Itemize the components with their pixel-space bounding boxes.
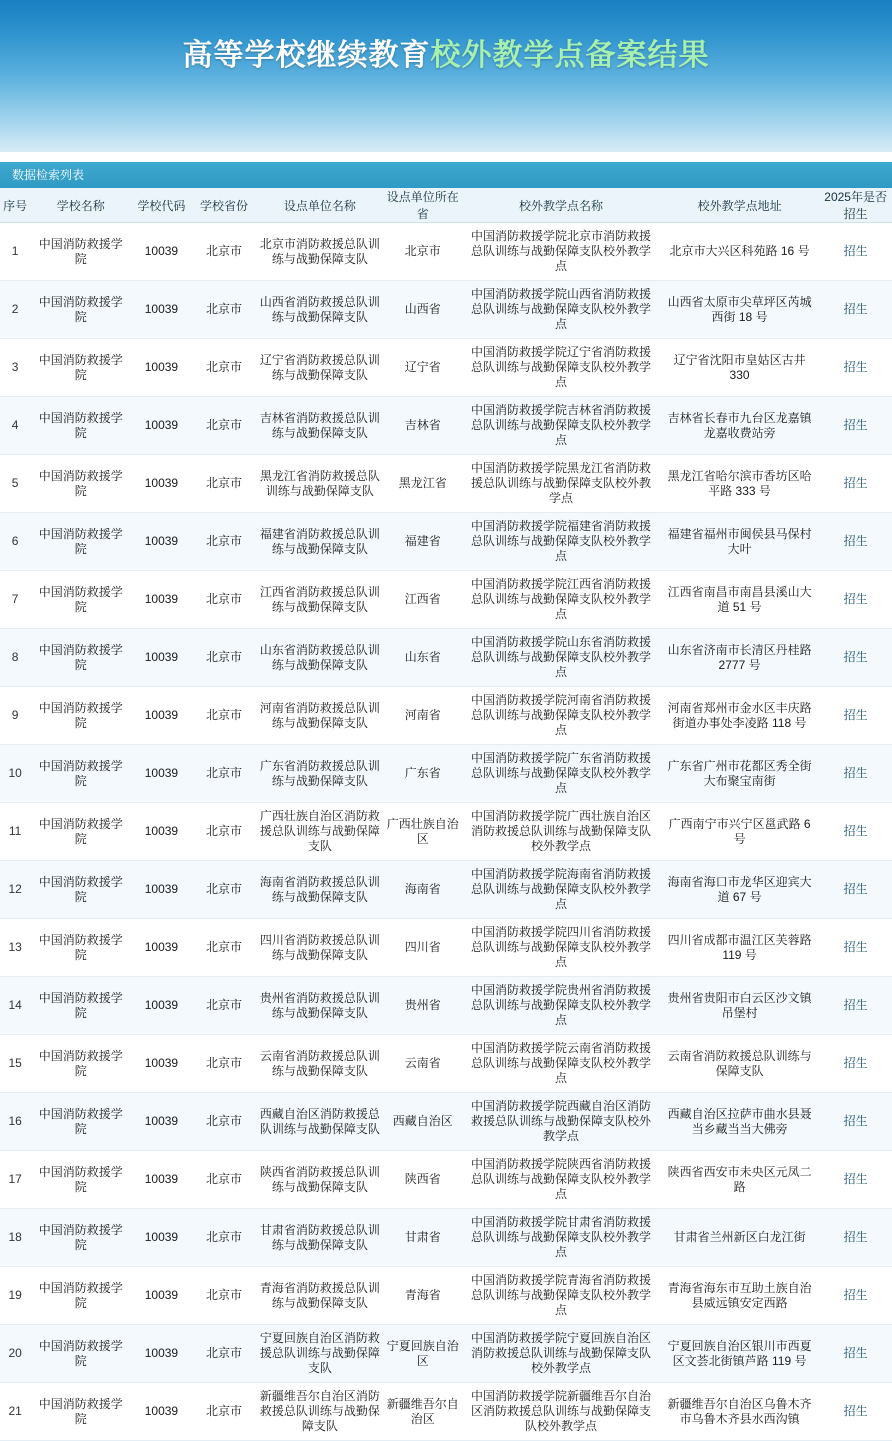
cell-enrollment: 招生 bbox=[819, 513, 892, 571]
cell-enrollment: 招生 bbox=[819, 1267, 892, 1325]
cell-site-name: 中国消防救援学院四川省消防救援总队训练与战勤保障支队校外教学点 bbox=[462, 919, 660, 977]
cell-school-province: 北京市 bbox=[192, 571, 257, 629]
table-row[interactable] bbox=[0, 1325, 892, 1383]
cell-unit-province: 江西省 bbox=[383, 571, 462, 629]
cell-school-province: 北京市 bbox=[192, 1325, 257, 1383]
cell-unit-province: 宁夏回族自治区 bbox=[383, 1325, 462, 1383]
cell-school-province: 北京市 bbox=[192, 1267, 257, 1325]
cell-site-address: 甘肃省兰州新区白龙江街 bbox=[660, 1209, 819, 1267]
cell-school-name: 中国消防救援学院 bbox=[30, 745, 131, 803]
table-body bbox=[0, 223, 892, 1441]
cell-unit-name: 海南省消防救援总队训练与战勤保障支队 bbox=[256, 861, 383, 919]
cell-school-code: 10039 bbox=[131, 339, 192, 397]
cell-site-name: 中国消防救援学院山东省消防救援总队训练与战勤保障支队校外教学点 bbox=[462, 629, 660, 687]
cell-school-code: 10039 bbox=[131, 281, 192, 339]
table-row[interactable] bbox=[0, 919, 892, 977]
cell-unit-name: 吉林省消防救援总队训练与战勤保障支队 bbox=[256, 397, 383, 455]
cell-unit-province: 山东省 bbox=[383, 629, 462, 687]
column-header-unit-province: 设点单位所在省 bbox=[383, 188, 462, 223]
cell-unit-name: 贵州省消防救援总队训练与战勤保障支队 bbox=[256, 977, 383, 1035]
cell-school-name: 中国消防救援学院 bbox=[30, 455, 131, 513]
cell-site-name: 中国消防救援学院西藏自治区消防救援总队训练与战勤保障支队校外教学点 bbox=[462, 1093, 660, 1151]
cell-site-address: 西藏自治区拉萨市曲水县聂当乡藏当当大佛旁 bbox=[660, 1093, 819, 1151]
cell-index: 13 bbox=[0, 919, 30, 977]
cell-school-province: 北京市 bbox=[192, 513, 257, 571]
cell-site-name: 中国消防救援学院陕西省消防救援总队训练与战勤保障支队校外教学点 bbox=[462, 1151, 660, 1209]
cell-school-code: 10039 bbox=[131, 861, 192, 919]
cell-unit-name: 黑龙江省消防救援总队训练与战勤保障支队 bbox=[256, 455, 383, 513]
cell-unit-name: 广西壮族自治区消防救援总队训练与战勤保障支队 bbox=[256, 803, 383, 861]
cell-site-address: 广东省广州市花都区秀全街大布聚宝南街 bbox=[660, 745, 819, 803]
cell-school-province: 北京市 bbox=[192, 1383, 257, 1441]
cell-unit-name: 山东省消防救援总队训练与战勤保障支队 bbox=[256, 629, 383, 687]
cell-school-name: 中国消防救援学院 bbox=[30, 513, 131, 571]
cell-site-name: 中国消防救援学院甘肃省消防救援总队训练与战勤保障支队校外教学点 bbox=[462, 1209, 660, 1267]
cell-site-address: 北京市大兴区科苑路 16 号 bbox=[660, 223, 819, 281]
cell-school-name: 中国消防救援学院 bbox=[30, 281, 131, 339]
cell-school-code: 10039 bbox=[131, 629, 192, 687]
cell-unit-name: 陕西省消防救援总队训练与战勤保障支队 bbox=[256, 1151, 383, 1209]
table-row[interactable] bbox=[0, 281, 892, 339]
cell-unit-name: 甘肃省消防救援总队训练与战勤保障支队 bbox=[256, 1209, 383, 1267]
cell-site-address: 贵州省贵阳市白云区沙文镇吊堡村 bbox=[660, 977, 819, 1035]
cell-index: 8 bbox=[0, 629, 30, 687]
cell-school-code: 10039 bbox=[131, 977, 192, 1035]
cell-site-name: 中国消防救援学院吉林省消防救援总队训练与战勤保障支队校外教学点 bbox=[462, 397, 660, 455]
cell-enrollment: 招生 bbox=[819, 687, 892, 745]
cell-unit-province: 河南省 bbox=[383, 687, 462, 745]
cell-unit-province: 青海省 bbox=[383, 1267, 462, 1325]
cell-site-address: 四川省成都市温江区芙蓉路 119 号 bbox=[660, 919, 819, 977]
cell-index: 17 bbox=[0, 1151, 30, 1209]
section-header: 数据检索列表 bbox=[0, 162, 892, 188]
table-row[interactable] bbox=[0, 223, 892, 281]
cell-unit-province: 北京市 bbox=[383, 223, 462, 281]
cell-school-province: 北京市 bbox=[192, 223, 257, 281]
cell-school-name: 中国消防救援学院 bbox=[30, 1035, 131, 1093]
cell-enrollment: 招生 bbox=[819, 977, 892, 1035]
cell-school-province: 北京市 bbox=[192, 1151, 257, 1209]
cell-school-name: 中国消防救援学院 bbox=[30, 571, 131, 629]
cell-site-address: 吉林省长春市九台区龙嘉镇龙嘉收费站旁 bbox=[660, 397, 819, 455]
cell-unit-name: 广东省消防救援总队训练与战勤保障支队 bbox=[256, 745, 383, 803]
cell-enrollment: 招生 bbox=[819, 1325, 892, 1383]
column-header-unit-name: 设点单位名称 bbox=[256, 188, 383, 223]
cell-school-province: 北京市 bbox=[192, 281, 257, 339]
cell-school-name: 中国消防救援学院 bbox=[30, 919, 131, 977]
cell-school-province: 北京市 bbox=[192, 919, 257, 977]
table-header bbox=[0, 188, 892, 223]
cell-site-address: 广西南宁市兴宁区邕武路 6 号 bbox=[660, 803, 819, 861]
cell-unit-name: 北京市消防救援总队训练与战勤保障支队 bbox=[256, 223, 383, 281]
cell-unit-name: 辽宁省消防救援总队训练与战勤保障支队 bbox=[256, 339, 383, 397]
cell-enrollment: 招生 bbox=[819, 1209, 892, 1267]
cell-site-name: 中国消防救援学院黑龙江省消防救援总队训练与战勤保障支队校外教学点 bbox=[462, 455, 660, 513]
cell-enrollment: 招生 bbox=[819, 397, 892, 455]
cell-unit-province: 福建省 bbox=[383, 513, 462, 571]
cell-school-code: 10039 bbox=[131, 1267, 192, 1325]
cell-unit-name: 江西省消防救援总队训练与战勤保障支队 bbox=[256, 571, 383, 629]
cell-school-province: 北京市 bbox=[192, 745, 257, 803]
cell-school-province: 北京市 bbox=[192, 1035, 257, 1093]
cell-school-name: 中国消防救援学院 bbox=[30, 1383, 131, 1441]
table-row[interactable] bbox=[0, 629, 892, 687]
cell-school-name: 中国消防救援学院 bbox=[30, 803, 131, 861]
column-header-enrollment: 2025年是否招生 bbox=[819, 188, 892, 223]
cell-school-name: 中国消防救援学院 bbox=[30, 223, 131, 281]
results-table bbox=[0, 188, 892, 1441]
cell-site-address: 云南省消防救援总队训练与保障支队 bbox=[660, 1035, 819, 1093]
cell-school-code: 10039 bbox=[131, 1383, 192, 1441]
cell-unit-name: 西藏自治区消防救援总队训练与战勤保障支队 bbox=[256, 1093, 383, 1151]
cell-school-name: 中国消防救援学院 bbox=[30, 1093, 131, 1151]
table-row[interactable] bbox=[0, 687, 892, 745]
cell-site-name: 中国消防救援学院山西省消防救援总队训练与战勤保障支队校外教学点 bbox=[462, 281, 660, 339]
page-title-highlight: 校外教学点备案结果 bbox=[430, 39, 710, 72]
cell-index: 11 bbox=[0, 803, 30, 861]
cell-unit-province: 甘肃省 bbox=[383, 1209, 462, 1267]
cell-school-code: 10039 bbox=[131, 687, 192, 745]
cell-index: 20 bbox=[0, 1325, 30, 1383]
cell-index: 9 bbox=[0, 687, 30, 745]
cell-school-code: 10039 bbox=[131, 745, 192, 803]
table-row[interactable] bbox=[0, 1209, 892, 1267]
cell-site-address: 福建省福州市闽侯县马保村大叶 bbox=[660, 513, 819, 571]
cell-school-code: 10039 bbox=[131, 1093, 192, 1151]
column-header-site-address: 校外教学点地址 bbox=[660, 188, 819, 223]
cell-enrollment: 招生 bbox=[819, 339, 892, 397]
cell-school-name: 中国消防救援学院 bbox=[30, 861, 131, 919]
cell-site-name: 中国消防救援学院新疆维吾尔自治区消防救援总队训练与战勤保障支队校外教学点 bbox=[462, 1383, 660, 1441]
cell-unit-province: 贵州省 bbox=[383, 977, 462, 1035]
cell-enrollment: 招生 bbox=[819, 629, 892, 687]
cell-unit-province: 海南省 bbox=[383, 861, 462, 919]
cell-enrollment: 招生 bbox=[819, 1093, 892, 1151]
cell-unit-name: 新疆维吾尔自治区消防救援总队训练与战勤保障支队 bbox=[256, 1383, 383, 1441]
cell-index: 2 bbox=[0, 281, 30, 339]
cell-school-code: 10039 bbox=[131, 397, 192, 455]
cell-school-name: 中国消防救援学院 bbox=[30, 339, 131, 397]
cell-unit-name: 云南省消防救援总队训练与战勤保障支队 bbox=[256, 1035, 383, 1093]
cell-unit-province: 广东省 bbox=[383, 745, 462, 803]
cell-index: 12 bbox=[0, 861, 30, 919]
cell-site-name: 中国消防救援学院广东省消防救援总队训练与战勤保障支队校外教学点 bbox=[462, 745, 660, 803]
table-row[interactable] bbox=[0, 1151, 892, 1209]
column-header-school-code: 学校代码 bbox=[131, 188, 192, 223]
cell-school-name: 中国消防救援学院 bbox=[30, 629, 131, 687]
cell-index: 1 bbox=[0, 223, 30, 281]
table-row[interactable] bbox=[0, 1383, 892, 1441]
page-banner bbox=[0, 0, 892, 152]
cell-enrollment: 招生 bbox=[819, 1035, 892, 1093]
table-row[interactable] bbox=[0, 745, 892, 803]
cell-school-name: 中国消防救援学院 bbox=[30, 1209, 131, 1267]
table-row[interactable] bbox=[0, 803, 892, 861]
cell-school-province: 北京市 bbox=[192, 339, 257, 397]
column-header-school-province: 学校省份 bbox=[192, 188, 257, 223]
cell-school-code: 10039 bbox=[131, 513, 192, 571]
table-row[interactable] bbox=[0, 455, 892, 513]
cell-unit-name: 山西省消防救援总队训练与战勤保障支队 bbox=[256, 281, 383, 339]
cell-unit-name: 青海省消防救援总队训练与战勤保障支队 bbox=[256, 1267, 383, 1325]
cell-index: 7 bbox=[0, 571, 30, 629]
page-title bbox=[0, 30, 892, 74]
cell-unit-name: 宁夏回族自治区消防救援总队训练与战勤保障支队 bbox=[256, 1325, 383, 1383]
cell-enrollment: 招生 bbox=[819, 1151, 892, 1209]
cell-site-address: 宁夏回族自治区银川市西夏区文荟北街镇芦路 119 号 bbox=[660, 1325, 819, 1383]
cell-site-address: 江西省南昌市南昌县溪山大道 51 号 bbox=[660, 571, 819, 629]
table-row[interactable] bbox=[0, 397, 892, 455]
cell-school-code: 10039 bbox=[131, 1325, 192, 1383]
cell-school-code: 10039 bbox=[131, 223, 192, 281]
table-row[interactable] bbox=[0, 1035, 892, 1093]
cell-enrollment: 招生 bbox=[819, 861, 892, 919]
cell-unit-province: 辽宁省 bbox=[383, 339, 462, 397]
cell-unit-province: 黑龙江省 bbox=[383, 455, 462, 513]
cell-school-province: 北京市 bbox=[192, 977, 257, 1035]
cell-enrollment: 招生 bbox=[819, 919, 892, 977]
cell-school-code: 10039 bbox=[131, 919, 192, 977]
cell-index: 3 bbox=[0, 339, 30, 397]
cell-index: 6 bbox=[0, 513, 30, 571]
cell-school-name: 中国消防救援学院 bbox=[30, 1151, 131, 1209]
cell-unit-province: 四川省 bbox=[383, 919, 462, 977]
cell-index: 4 bbox=[0, 397, 30, 455]
cell-site-name: 中国消防救援学院广西壮族自治区消防救援总队训练与战勤保障支队校外教学点 bbox=[462, 803, 660, 861]
cell-enrollment: 招生 bbox=[819, 455, 892, 513]
table-row[interactable] bbox=[0, 513, 892, 571]
cell-unit-province: 吉林省 bbox=[383, 397, 462, 455]
cell-unit-name: 福建省消防救援总队训练与战勤保障支队 bbox=[256, 513, 383, 571]
cell-school-province: 北京市 bbox=[192, 1209, 257, 1267]
cell-school-name: 中国消防救援学院 bbox=[30, 977, 131, 1035]
cell-site-address: 山西省太原市尖草坪区芮城西街 18 号 bbox=[660, 281, 819, 339]
cell-unit-name: 四川省消防救援总队训练与战勤保障支队 bbox=[256, 919, 383, 977]
cell-site-address: 山东省济南市长清区丹桂路 2777 号 bbox=[660, 629, 819, 687]
cell-school-province: 北京市 bbox=[192, 397, 257, 455]
cell-unit-name: 河南省消防救援总队训练与战勤保障支队 bbox=[256, 687, 383, 745]
cell-school-province: 北京市 bbox=[192, 861, 257, 919]
cell-enrollment: 招生 bbox=[819, 281, 892, 339]
cell-school-province: 北京市 bbox=[192, 803, 257, 861]
cell-school-code: 10039 bbox=[131, 1035, 192, 1093]
column-header-site-name: 校外教学点名称 bbox=[462, 188, 660, 223]
cell-enrollment: 招生 bbox=[819, 803, 892, 861]
cell-school-name: 中国消防救援学院 bbox=[30, 1325, 131, 1383]
cell-site-name: 中国消防救援学院河南省消防救援总队训练与战勤保障支队校外教学点 bbox=[462, 687, 660, 745]
cell-site-address: 辽宁省沈阳市皇姑区古井 330 bbox=[660, 339, 819, 397]
cell-enrollment: 招生 bbox=[819, 745, 892, 803]
cell-school-code: 10039 bbox=[131, 1209, 192, 1267]
cell-school-name: 中国消防救援学院 bbox=[30, 397, 131, 455]
cell-site-name: 中国消防救援学院辽宁省消防救援总队训练与战勤保障支队校外教学点 bbox=[462, 339, 660, 397]
cell-site-address: 海南省海口市龙华区迎宾大道 67 号 bbox=[660, 861, 819, 919]
cell-index: 21 bbox=[0, 1383, 30, 1441]
cell-site-name: 中国消防救援学院青海省消防救援总队训练与战勤保障支队校外教学点 bbox=[462, 1267, 660, 1325]
cell-site-name: 中国消防救援学院贵州省消防救援总队训练与战勤保障支队校外教学点 bbox=[462, 977, 660, 1035]
column-header-school-name: 学校名称 bbox=[30, 188, 131, 223]
cell-enrollment: 招生 bbox=[819, 571, 892, 629]
cell-unit-province: 陕西省 bbox=[383, 1151, 462, 1209]
table-row[interactable] bbox=[0, 861, 892, 919]
cell-site-name: 中国消防救援学院海南省消防救援总队训练与战勤保障支队校外教学点 bbox=[462, 861, 660, 919]
cell-index: 18 bbox=[0, 1209, 30, 1267]
cell-school-name: 中国消防救援学院 bbox=[30, 687, 131, 745]
cell-site-address: 陕西省西安市未央区元凤二路 bbox=[660, 1151, 819, 1209]
cell-site-address: 河南省郑州市金水区丰庆路街道办事处李凌路 118 号 bbox=[660, 687, 819, 745]
table-row[interactable] bbox=[0, 339, 892, 397]
cell-unit-province: 新疆维吾尔自治区 bbox=[383, 1383, 462, 1441]
cell-unit-province: 西藏自治区 bbox=[383, 1093, 462, 1151]
table-header-row bbox=[0, 188, 892, 223]
cell-enrollment: 招生 bbox=[819, 1383, 892, 1441]
table-row[interactable] bbox=[0, 571, 892, 629]
table-row[interactable] bbox=[0, 1267, 892, 1325]
cell-unit-province: 广西壮族自治区 bbox=[383, 803, 462, 861]
table-row[interactable] bbox=[0, 977, 892, 1035]
cell-school-province: 北京市 bbox=[192, 1093, 257, 1151]
cell-site-name: 中国消防救援学院福建省消防救援总队训练与战勤保障支队校外教学点 bbox=[462, 513, 660, 571]
cell-site-address: 青海省海东市互助土族自治县威远镇安定西路 bbox=[660, 1267, 819, 1325]
cell-school-province: 北京市 bbox=[192, 629, 257, 687]
cell-index: 14 bbox=[0, 977, 30, 1035]
cell-enrollment: 招生 bbox=[819, 223, 892, 281]
cell-site-name: 中国消防救援学院云南省消防救援总队训练与战勤保障支队校外教学点 bbox=[462, 1035, 660, 1093]
cell-site-name: 中国消防救援学院宁夏回族自治区消防救援总队训练与战勤保障支队校外教学点 bbox=[462, 1325, 660, 1383]
cell-unit-province: 山西省 bbox=[383, 281, 462, 339]
table-row[interactable] bbox=[0, 1093, 892, 1151]
cell-school-code: 10039 bbox=[131, 455, 192, 513]
cell-site-name: 中国消防救援学院江西省消防救援总队训练与战勤保障支队校外教学点 bbox=[462, 571, 660, 629]
cell-school-code: 10039 bbox=[131, 803, 192, 861]
cell-school-province: 北京市 bbox=[192, 455, 257, 513]
cell-school-code: 10039 bbox=[131, 571, 192, 629]
cell-school-province: 北京市 bbox=[192, 687, 257, 745]
page-title-prefix: 高等学校继续教育 bbox=[182, 39, 431, 72]
cell-index: 15 bbox=[0, 1035, 30, 1093]
cell-unit-province: 云南省 bbox=[383, 1035, 462, 1093]
cell-site-address: 黑龙江省哈尔滨市香坊区哈平路 333 号 bbox=[660, 455, 819, 513]
cell-school-code: 10039 bbox=[131, 1151, 192, 1209]
cell-site-address: 新疆维吾尔自治区乌鲁木齐市乌鲁木齐县水西沟镇 bbox=[660, 1383, 819, 1441]
cell-index: 16 bbox=[0, 1093, 30, 1151]
cell-index: 19 bbox=[0, 1267, 30, 1325]
column-header-index: 序号 bbox=[0, 188, 30, 223]
cell-school-name: 中国消防救援学院 bbox=[30, 1267, 131, 1325]
cell-index: 10 bbox=[0, 745, 30, 803]
cell-index: 5 bbox=[0, 455, 30, 513]
cell-site-name: 中国消防救援学院北京市消防救援总队训练与战勤保障支队校外教学点 bbox=[462, 223, 660, 281]
